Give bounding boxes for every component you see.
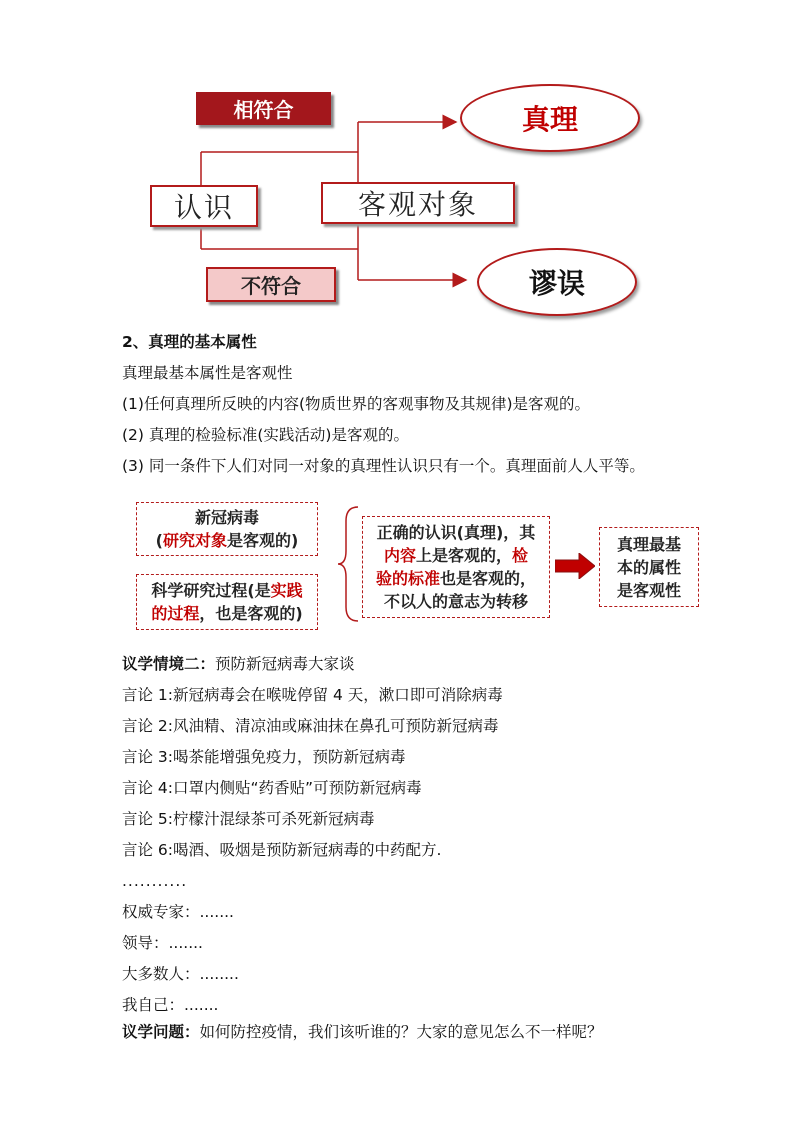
statement-1: 言论 1:新冠病毒会在喉咙停留 4 天，漱口即可消除病毒 [122,686,503,704]
process-line-1: 科学研究过程(是实践 [151,581,303,600]
point-3: (3) 同一条件下人们对同一对象的真理性认识只有一个。真理面前人人平等。 [122,457,645,475]
virus-line-2: (研究对象是客观的) [155,531,299,550]
center-line-1: 正确的认识(真理)，其 [376,523,536,542]
point-1: (1)任何真理所反映的内容(物质世界的客观事物及其规律)是客观的。 [122,395,591,413]
statement-4: 言论 4:口罩内侧贴“药香贴”可预防新冠病毒 [122,779,422,797]
center-line-3: 验的标准也是客观的， [375,569,537,588]
statement-2: 言论 2:风油精、清凉油或麻油抹在鼻孔可预防新冠病毒 [122,717,499,735]
error-label: 谬误 [528,267,585,300]
match-label: 相符合 [233,98,294,122]
leader-line: 领导：....... [122,934,203,952]
result-box [599,527,699,607]
mismatch-label-box [206,267,336,302]
question-line: 议学问题：如何防控疫情，我们该听谁的？大家的意见怎么不一样呢？ [122,1023,603,1041]
truth-label: 真理 [521,103,578,136]
match-label-box [196,92,331,125]
process-line-2: 的过程，也是客观的) [151,604,303,623]
result-line-1: 真理最基 [616,534,681,554]
brace-icon [336,505,362,623]
mismatch-label: 不符合 [241,274,301,298]
statement-5: 言论 5:柠檬汁混绿茶可杀死新冠病毒 [122,810,375,828]
object-box [321,182,515,224]
right-arrow-icon [555,553,595,579]
point-2: (2) 真理的检验标准(实践活动)是客观的。 [122,426,409,444]
self-line: 我自己：....... [122,996,219,1014]
virus-line-1: 新冠病毒 [194,508,259,527]
object-label: 客观对象 [357,188,478,221]
section-intro: 真理最基本属性是客观性 [122,364,293,382]
center-line-2: 内容上是客观的，检 [383,546,529,565]
majority-line: 大多数人：........ [122,965,239,983]
expert-line: 权威专家：....... [122,903,234,921]
cognition-label: 认识 [173,191,234,224]
statement-3: 言论 3:喝茶能增强免疫力，预防新冠病毒 [122,748,406,766]
virus-box [136,502,318,556]
scenario-heading: 议学情境二：预防新冠病毒大家谈 [122,655,355,673]
cognition-box [150,185,258,227]
error-ellipse [477,248,637,316]
truth-content-box [362,516,550,618]
result-line-2: 本的属性 [616,557,681,577]
truth-diagram-connectors [0,0,794,340]
ellipsis-line: ........... [122,872,188,890]
process-box [136,574,318,630]
truth-ellipse [460,84,640,152]
statement-6: 言论 6:喝酒、吸烟是预防新冠病毒的中药配方. [122,841,442,859]
result-line-3: 是客观性 [616,580,681,600]
section-heading: 2、真理的基本属性 [122,333,257,351]
center-line-4: 不以人的意志为转移 [383,592,528,611]
